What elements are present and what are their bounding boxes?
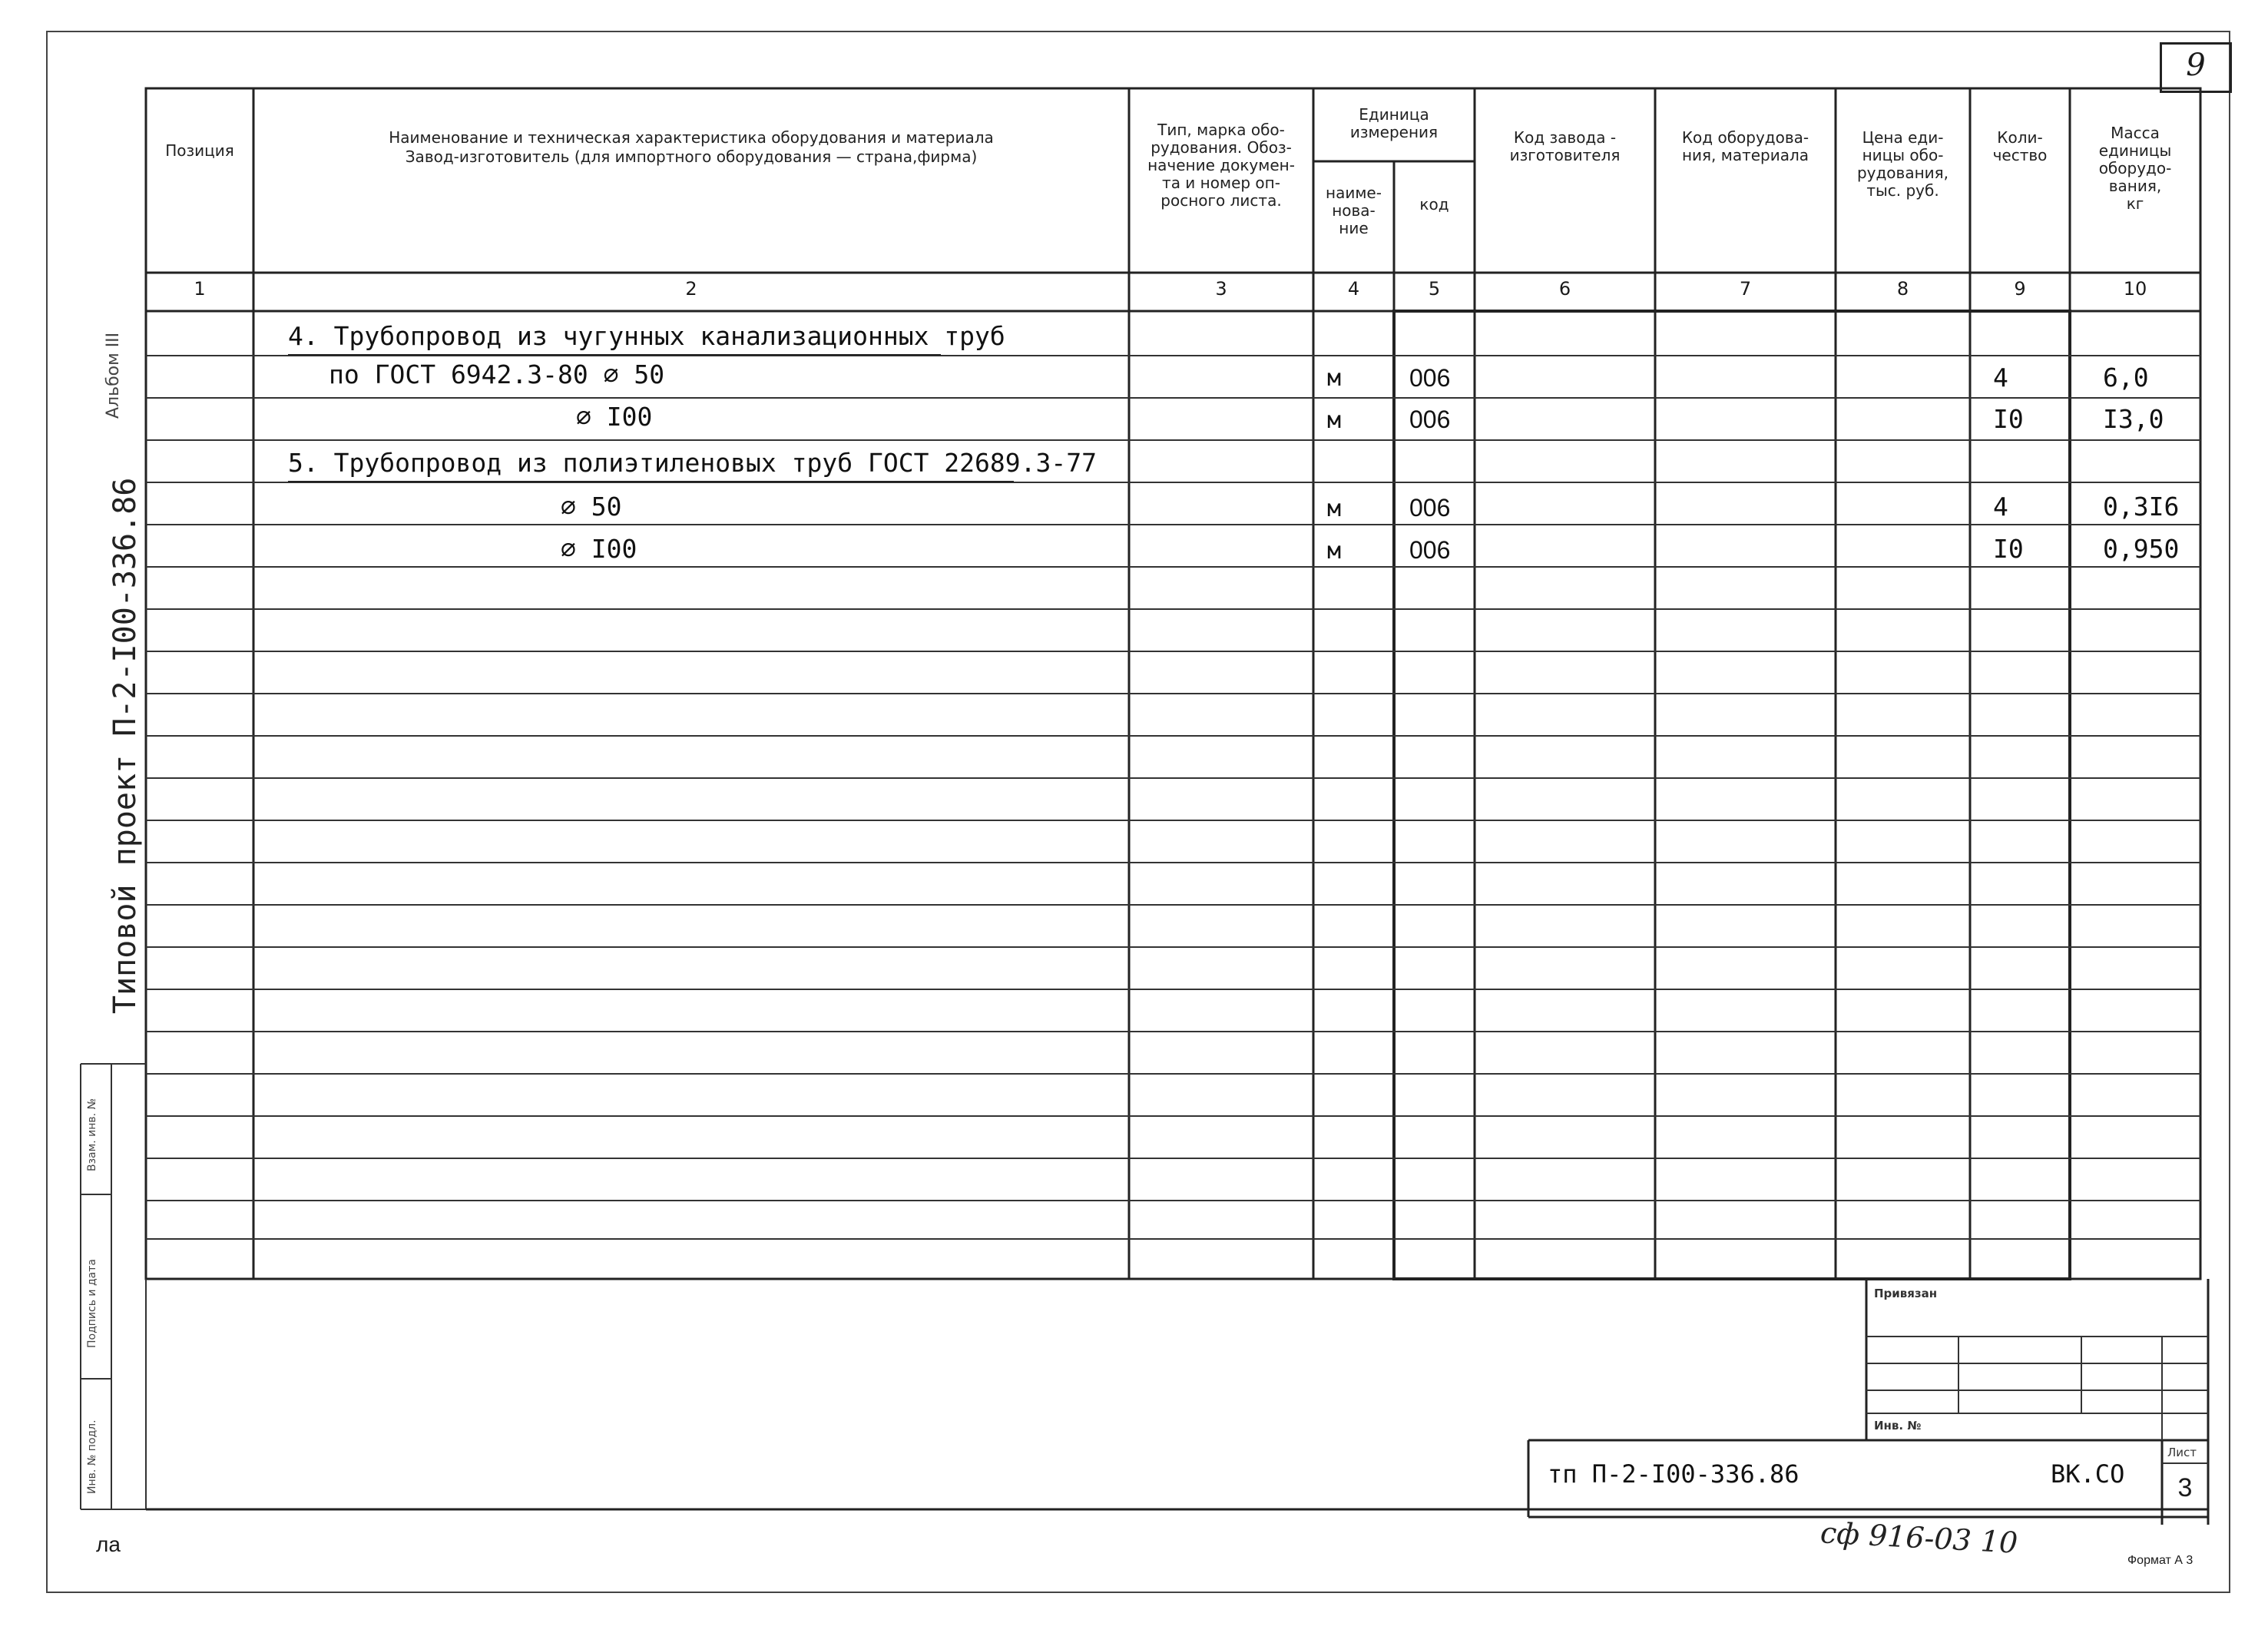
corner-sheet-number: 9 [2186,48,2206,83]
row-name: 5. Трубопровод из полиэтиленовых труб ГОСТ 22689.3-77 [288,448,1097,478]
header-factory-code [1475,129,1655,164]
header-unit-group [1313,106,1475,141]
bottom-left-mark: ла [96,1532,121,1556]
column-number: 6 [1558,278,1571,300]
header-type-line: начение докумен- [1147,156,1295,174]
stamp-signature-date: Подпись и дата [86,1259,98,1348]
row-mass: 6,0 [2103,363,2149,393]
header-equipment-code [1655,129,1836,164]
row-unit: м [1327,407,1342,434]
header-price-line: рудования, [1856,164,1949,182]
header-quantity [1970,129,2070,164]
header-type-line: та и номер оп- [1162,174,1280,192]
header-price [1836,129,1970,200]
header-price-line: Цена еди- [1862,128,1944,147]
header-type-block [1129,121,1313,210]
header-quantity-line: Коли- [1997,128,2043,147]
header-unit-name [1313,184,1394,237]
header-mass-line: единицы [2098,141,2172,160]
format-label: Формат А 3 [2127,1554,2194,1567]
header-type-line: росного листа. [1160,191,1282,210]
document-code: ВК.СО [2051,1459,2125,1489]
column-number: 4 [1347,278,1360,300]
header-mass-line: кг [2126,194,2144,213]
header-mass-line: оборудо- [2098,159,2172,177]
row-unit: м [1327,538,1342,565]
header-factory-line: Код завода - [1513,128,1617,147]
header-unit-line: измерения [1349,123,1439,141]
row-name: по ГОСТ 6942.3-80 ∅ 50 [329,359,665,389]
header-name-line2: Завод-изготовитель (для импортного оборудования — страна,фирма) [405,147,978,166]
row-name: ∅ I00 [576,402,653,432]
row-name: ∅ 50 [561,492,622,522]
handwritten-archive-number: сф 916-03 10 [1819,1515,2019,1560]
document-designation: тп П-2-I00-336.86 [1548,1459,1800,1489]
header-mass-line: Масса [2111,124,2160,142]
column-number: 9 [2014,278,2026,300]
row-mass: 0,950 [2103,534,2180,564]
row-mass: 0,3I6 [2103,492,2180,522]
header-equipment-line: ния, материала [1681,146,1809,164]
header-name-line1: Наименование и техническая характеристика оборудования и материала [389,128,994,147]
row-quantity: I0 [1993,534,2024,564]
row-code: 006 [1409,364,1451,392]
header-type-line: Тип, марка обо- [1157,121,1285,139]
row-quantity: 4 [1993,363,2008,393]
header-quantity-line: чество [1992,146,2048,164]
column-number: 7 [1739,278,1752,300]
row-unit: м [1327,365,1342,392]
header-unit-code: код [1419,195,1449,214]
row-quantity: I0 [1993,404,2024,434]
row-mass: I3,0 [2103,404,2164,434]
stamp-replaced-inv: Взам. инв. № [86,1098,98,1171]
row-unit: м [1327,495,1342,522]
header-price-line: ницы обо- [1862,146,1944,164]
column-number: 3 [1215,278,1227,300]
header-price-line: тыс. руб. [1866,181,1939,200]
header-equipment-line: Код оборудова- [1681,128,1809,147]
header-position: Позиция [165,141,234,160]
column-number: 1 [194,278,206,300]
row-code: 006 [1409,406,1451,433]
column-number: 8 [1896,278,1909,300]
album-label: Альбом III [104,332,123,419]
row-quantity: 4 [1993,492,2008,522]
column-number: 5 [1428,278,1441,300]
header-unit-name-line: наиме- [1326,184,1382,202]
column-number: 2 [685,278,697,300]
privyazan-label: Привязан [1874,1287,1938,1300]
row-code: 006 [1409,494,1451,522]
header-unit-name-line: нова- [1332,201,1376,220]
stamp-original-inv: Инв. № подл. [86,1419,98,1494]
row-code: 006 [1409,536,1451,564]
header-factory-line: изготовителя [1509,146,1621,164]
sheet-number: 3 [2177,1473,2193,1502]
row-name: 4. Трубопровод из чугунных канализационных труб [288,321,1005,351]
header-type-line: рудования. Обоз- [1151,138,1292,157]
header-mass [2070,124,2200,213]
header-unit-line: Единица [1359,105,1429,124]
row-name: ∅ I00 [561,534,637,564]
column-number: 10 [2123,278,2147,300]
project-vertical-title: Типовой проект П-2-I00-336.86 [108,477,143,1014]
header-unit-name-line: ние [1339,219,1369,237]
inv-number-label: Инв. № [1874,1419,1922,1433]
sheet-label: Лист [2167,1446,2197,1459]
header-mass-line: вания, [2108,177,2162,195]
